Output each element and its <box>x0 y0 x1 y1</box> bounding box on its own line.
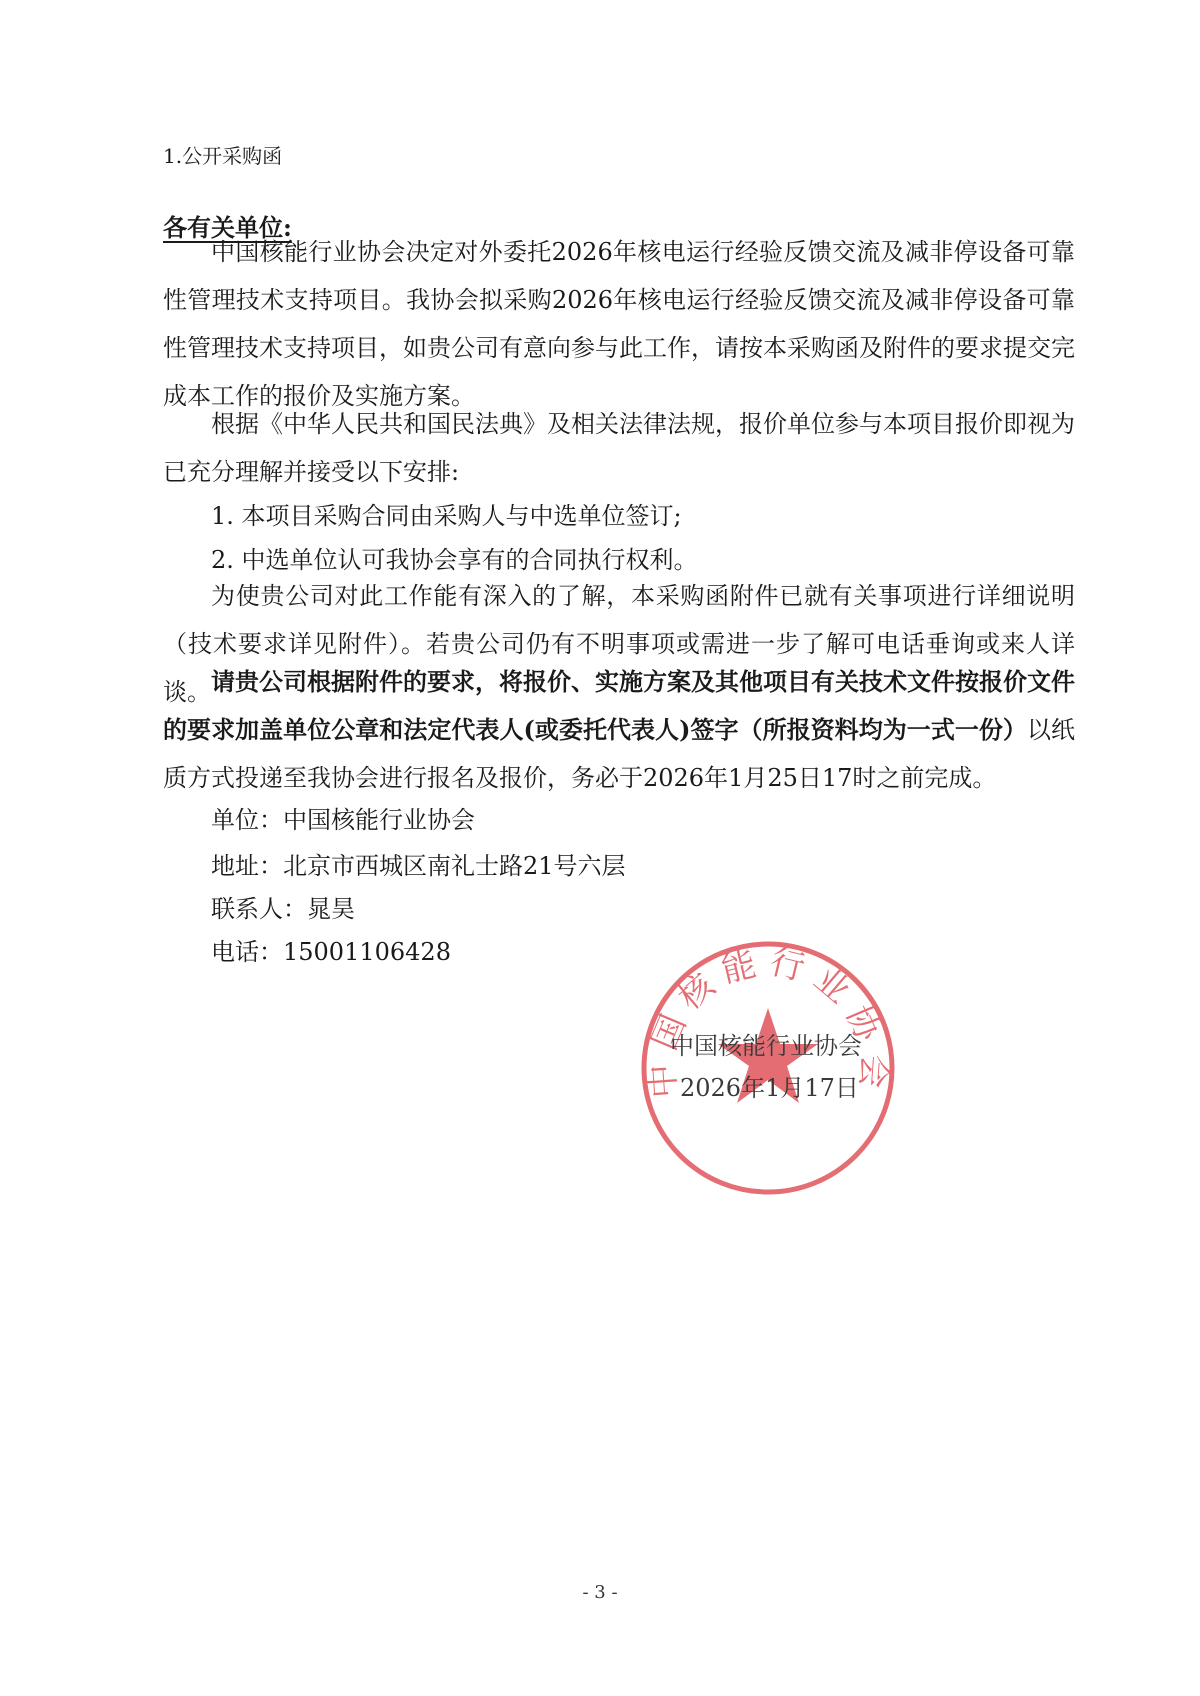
paragraph-legal: 根据《中华人民共和国民法典》及相关法律法规，报价单位参与本项目报价即视为已充分理解并接受以下安排: <box>163 410 1075 486</box>
contact-person: 联系人：晁昊 <box>211 895 355 923</box>
contact-address: 地址：北京市西城区南礼士路21号六层 <box>211 852 626 880</box>
paragraph-submission <box>163 658 1075 802</box>
svg-text:中国核能行业协会: 中国核能行业协会 <box>641 942 895 1100</box>
page-number: - 3 - <box>582 1582 618 1603</box>
list-item: 1. 本项目采购合同由采购人与中选单位签订; <box>211 502 682 530</box>
contact-phone: 电话：15001106428 <box>211 938 451 966</box>
list-item: 2. 中选单位认可我协会享有的合同执行权利。 <box>211 546 698 574</box>
signature-date: 2026年1月17日 <box>680 1074 859 1102</box>
submission-rest-text: 以纸质方式投递至我协会进行报名及报价，务必于2026年1月25日17时之前完成。 <box>163 716 1076 792</box>
seal-graphic <box>642 942 894 1192</box>
signature-org: 中国核能行业协会 <box>670 1032 862 1060</box>
contact-unit: 单位：中国核能行业协会 <box>211 806 475 834</box>
attachment-heading: 1.公开采购函 <box>163 144 283 168</box>
paragraph-details: 为使贵公司对此工作能有深入的了解，本采购函附件已就有关事项进行详细说明（技术要求详见附件）。若贵公司仍有不明事项或需进一步了解可电话垂询或来人详谈。 <box>163 582 1075 706</box>
submission-bold-text: 请贵公司根据附件的要求，将报价、实施方案及其他项目有关技术文件按报价文件的要求加盖单位公章和法定代表人(或委托代表人)签字（所报资料均为一式一份） <box>163 667 1075 744</box>
salutation: 各有关单位: <box>163 213 292 242</box>
paragraph-intro: 中国核能行业协会决定对外委托2026年核电运行经验反馈交流及减非停设备可靠性管理技术支持项目。我协会拟采购2026年核电运行经验反馈交流及减非停设备可靠性管理技术支持项目，如贵公司有意向参与此工作，请按本采购函及附件的要求提交完成本工作的报价及实施方案。 <box>163 238 1075 410</box>
